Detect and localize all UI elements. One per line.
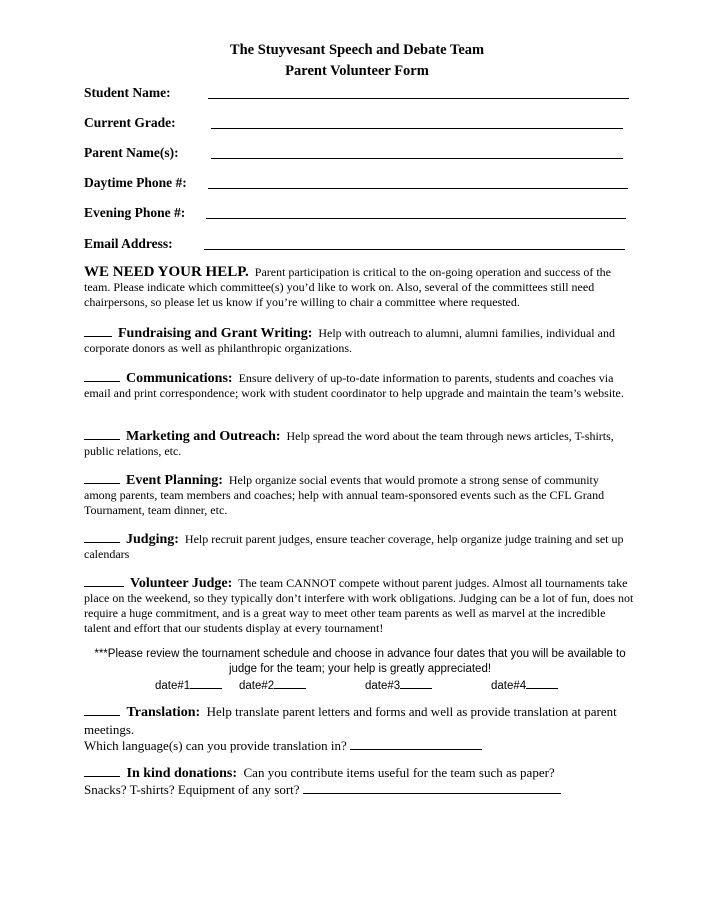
- judge-dates-row: [0, 677, 714, 693]
- fundraising-desc: Help with outreach to alumni, alumni families, individual and corporate donors as well as philanthropic organizations.: [84, 326, 615, 355]
- committee-fundraising: [84, 325, 634, 356]
- translation-question: Which language(s) can you provide translation in?: [84, 738, 347, 753]
- translation-heading: Translation:: [126, 705, 201, 720]
- parent-names-field[interactable]: [211, 158, 623, 159]
- marketing-heading: Marketing and Outreach:: [126, 429, 281, 444]
- translation-desc: Help translate parent letters and forms and well as provide translation at parent meetings.: [84, 704, 617, 737]
- judge-date-4-label: date#4: [491, 680, 527, 692]
- email-address-label: Email Address:: [84, 236, 173, 251]
- evening-phone-label: Evening Phone #:: [84, 205, 186, 220]
- volunteer-judge-heading: Volunteer Judge:: [130, 576, 233, 591]
- judge-note: ***Please review the tournament schedule and choose in advance four dates that you will be available to judge for the team; your help is greatly appreciated!: [94, 648, 626, 675]
- judge-date-4: [491, 677, 558, 692]
- form-subtitle: Parent Volunteer Form: [285, 63, 429, 79]
- in-kind-items-field[interactable]: [303, 782, 561, 794]
- student-name-label: Student Name:: [84, 85, 171, 100]
- daytime-phone-label: Daytime Phone #:: [84, 175, 187, 190]
- current-grade-field[interactable]: [211, 128, 623, 129]
- judge-date-1-label: date#1: [155, 680, 191, 692]
- evening-phone-field[interactable]: [206, 218, 626, 219]
- judge-date-1: [155, 677, 222, 692]
- translation-checkbox-blank[interactable]: [84, 704, 120, 716]
- judge-date-4-field[interactable]: [526, 677, 558, 689]
- translation-language-field[interactable]: [350, 738, 482, 750]
- event-planning-desc: Help organize social events that would promote a strong sense of community among parents, team members and coaches; help with annual team-sponsored events such as the CFL Grand Tournament, team dinner, etc.: [84, 473, 605, 517]
- in-kind-desc: Can you contribute items useful for the team such as paper?: [243, 765, 555, 780]
- fundraising-checkbox-blank[interactable]: [84, 325, 112, 337]
- parent-names-label: Parent Name(s):: [84, 145, 179, 160]
- judge-date-2-field[interactable]: [274, 677, 306, 689]
- intro-text: Parent participation is critical to the on-going operation and success of the team. Please indicate which committee(s) you’d like to work on. Also, several of the committees still need chairpersons, so please let us know if you’re willing to chair a committee where requested.: [84, 265, 611, 309]
- communications-desc: Ensure delivery of up-to-date information to parents, students and coaches via email and print correspondence; work with student coordinator to help upgrade and maintain the team’s website.: [84, 371, 624, 400]
- marketing-desc: Help spread the word about the team through news articles, T-shirts, public relations, etc.: [84, 429, 614, 458]
- in-kind-question-row: [84, 781, 561, 798]
- committee-judging: [84, 531, 634, 562]
- in-kind-heading: In kind donations:: [126, 766, 238, 781]
- judge-date-3-label: date#3: [365, 680, 401, 692]
- committee-communications: [84, 370, 634, 401]
- judge-date-2: [239, 677, 306, 692]
- volunteer-judge-checkbox-blank[interactable]: [84, 575, 124, 587]
- judge-date-1-field[interactable]: [190, 677, 222, 689]
- intro-heading: WE NEED YOUR HELP.: [84, 264, 249, 280]
- student-name-field[interactable]: [208, 98, 629, 99]
- in-kind-question: Snacks? T-shirts? Equipment of any sort?: [84, 782, 300, 797]
- committee-in-kind: [84, 764, 555, 782]
- marketing-checkbox-blank[interactable]: [84, 428, 120, 440]
- committee-volunteer-judge: [84, 575, 634, 636]
- judge-date-2-label: date#2: [239, 680, 275, 692]
- committee-translation: [84, 703, 624, 738]
- translation-question-row: [84, 737, 482, 754]
- daytime-phone-field[interactable]: [208, 188, 628, 189]
- in-kind-checkbox-blank[interactable]: [84, 765, 120, 777]
- volunteer-judge-desc: The team CANNOT compete without parent judges. Almost all tournaments take place on the weekend, so they typically don’t interfere with work obligations. Judging can be a lot of fun, does not require a huge commitment, and is a great way to meet other team parents as well as marvel at the incredible talent and effort that our students display at every tournament!: [84, 576, 634, 635]
- form-title: The Stuyvesant Speech and Debate Team: [229, 42, 485, 58]
- communications-checkbox-blank[interactable]: [84, 370, 120, 382]
- fundraising-heading: Fundraising and Grant Writing:: [118, 326, 313, 341]
- current-grade-label: Current Grade:: [84, 115, 176, 130]
- committee-event-planning: [84, 472, 634, 518]
- committee-marketing: [84, 428, 634, 459]
- judging-heading: Judging:: [126, 532, 179, 547]
- judge-date-3: [365, 677, 432, 692]
- judging-desc: Help recruit parent judges, ensure teacher coverage, help organize judge training and set up calendars: [84, 532, 624, 561]
- judge-date-3-field[interactable]: [400, 677, 432, 689]
- email-address-field[interactable]: [204, 249, 625, 250]
- intro-paragraph: [84, 265, 634, 310]
- judging-checkbox-blank[interactable]: [84, 531, 120, 543]
- event-planning-heading: Event Planning:: [126, 473, 223, 488]
- communications-heading: Communications:: [126, 371, 233, 386]
- event-planning-checkbox-blank[interactable]: [84, 472, 120, 484]
